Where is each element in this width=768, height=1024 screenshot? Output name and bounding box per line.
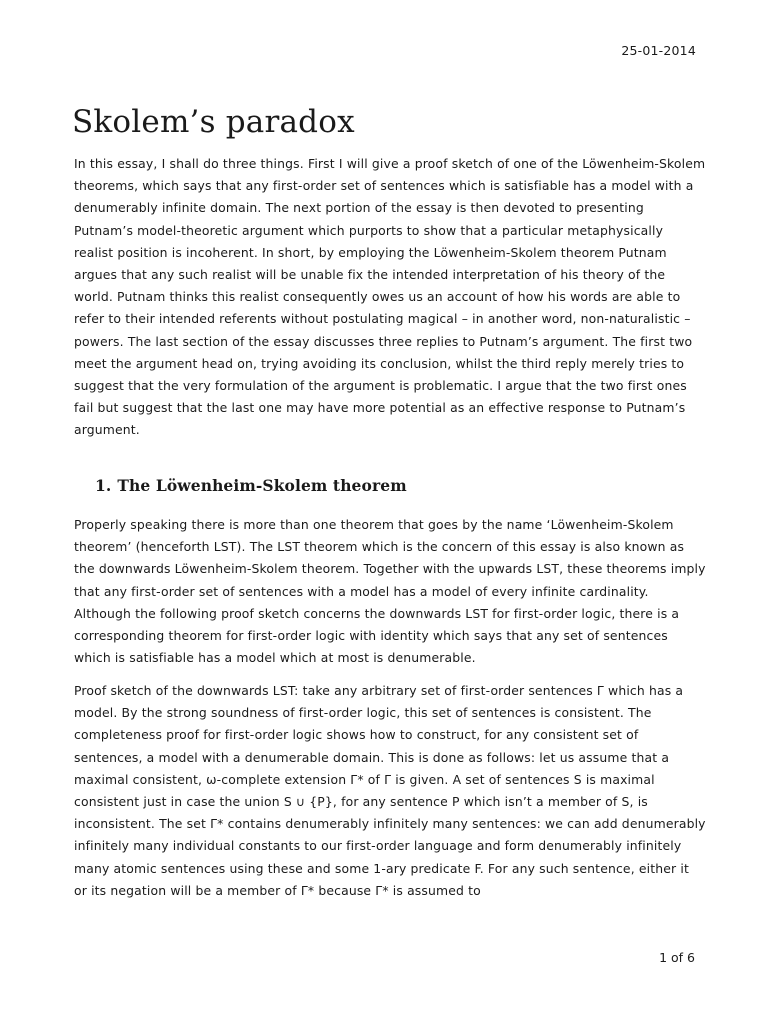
document-date: 25-01-2014 [621,43,696,58]
section-title: The Löwenheim-Skolem theorem [117,476,407,495]
intro-paragraph: In this essay, I shall do three things. First I will give a proof sketch of one of the Löwenheim-Skolem theorems, which says that any first-order set of sentences which is satisfiable has a model with a denumerably infinite domain. The next portion of the essay is then devoted to presenting Putnam’s model-theoretic argument which purports to show that a particular metaphysically realist position is incoherent. In short, by employing the Löwenheim-Skolem theorem Putnam argues that any such realist will be unable fix the intended interpretation of his theory of the world. Putnam thinks this realist consequently owes us an account of how his words are able to refer to their intended referents without postulating magical – in another word, non-naturalistic – powers. The last section of the essay discusses three replies to Putnam’s argument. The first two meet the argument head on, trying avoiding its conclusion, whilst the third reply merely tries to suggest that the very formulation of the argument is problematic. I argue that the two first ones fail but suggest that the last one may have more potential as an effective response to Putnam’s argument. [74,156,706,438]
section-paragraph-1: Properly speaking there is more than one theorem that goes by the name ‘Löwenheim-Skolem theorem’ (henceforth LST). The LST theorem which is the concern of this essay is also known as the downwards Löwenheim-Skolem theorem. Together with the upwards LST, these theorems imply that any first-order set of sentences with a model has a model of every infinite cardinality. Although the following proof sketch concerns the downwards LST for first-order logic, there is a corresponding theorem for first-order logic with identity which says that any set of sentences which is satisfiable has a model which at most is denumerable. [74,517,706,666]
section-paragraph-2: Proof sketch of the downwards LST: take any arbitrary set of first-order sentences Γ which has a model. By the strong soundness of first-order logic, this set of sentences is consistent. The completeness proof for first-order logic shows how to construct, for any consistent set of sentences, a model with a denumerable domain. This is done as follows: let us assume that a maximal consistent, ω-complete extension Γ* of Γ is given. A set of sentences S is maximal consistent just in case the union S ∪ {P}, for any sentence P which isn’t a member of S, is inconsistent. The set Γ* contains denumerably infinitely many sentences: we can add denumerably infinitely many individual constants to our first-order language and form denumerably infinitely many atomic sentences using these and some 1-ary predicate F. For any such sentence, either it or its negation will be a member of Γ* because Γ* is assumed to [74,683,706,898]
document-title: Skolem’s paradox [72,104,355,140]
page-number: 1 of 6 [659,950,695,965]
section-number: 1. [95,476,112,495]
section-heading [95,476,407,495]
